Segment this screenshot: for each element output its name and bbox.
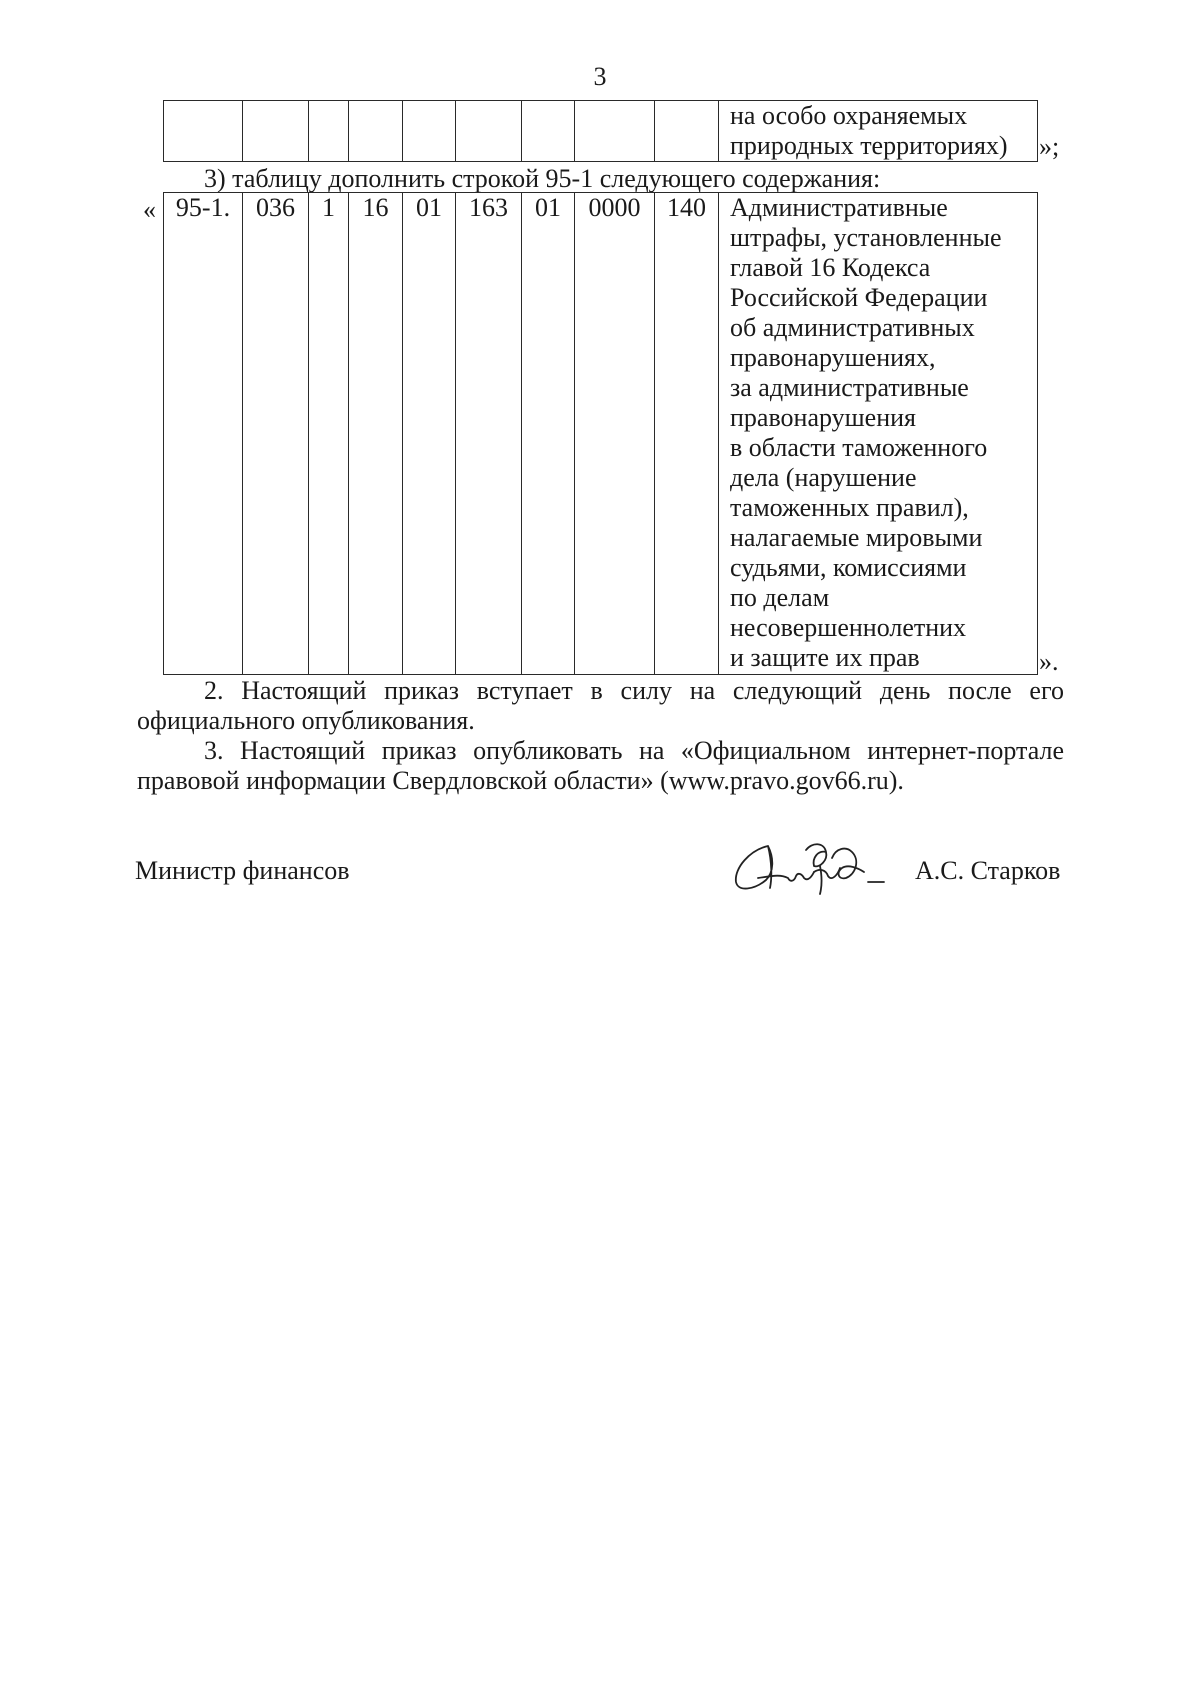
empty-cell [164, 101, 243, 162]
closing-quote-period: ». [1039, 647, 1059, 676]
new-table-row-95-1 [163, 192, 1038, 675]
handwritten-signature [728, 828, 888, 900]
admin-code-cell: 036 [243, 193, 309, 675]
empty-cell [456, 101, 522, 162]
article-code-cell: 01 [403, 193, 456, 675]
item-3-text: 3) таблицу дополнить строкой 95-1 следующего содержания: [204, 164, 881, 193]
page-number: 3 [593, 62, 607, 91]
row-number-cell: 95-1. [164, 193, 243, 675]
continued-description-cell: на особо охраняемых природных территориях) [719, 101, 1038, 162]
empty-cell [522, 101, 575, 162]
empty-cell [349, 101, 403, 162]
paragraph-3: 3. Настоящий приказ опубликовать на «Официальном интернет-портале правовой информации Свердловской области» (www.pravo.gov66.ru). [137, 736, 1064, 795]
empty-cell [575, 101, 655, 162]
position-title: Министр финансов [135, 856, 350, 885]
empty-cell [243, 101, 309, 162]
signer-name: А.С. Старков [915, 856, 1061, 885]
empty-cell [309, 101, 349, 162]
group-code-cell: 1 [309, 193, 349, 675]
continued-table-row [163, 100, 1038, 162]
closing-quote-semicolon: »; [1039, 132, 1060, 161]
element-code-cell: 01 [522, 193, 575, 675]
opening-quote: « [143, 195, 156, 224]
subgroup-code-cell: 16 [349, 193, 403, 675]
description-cell: Административные штрафы, установленные главой 16 Кодекса Российской Федерации об административных правонарушениях, за административные правонарушения в области таможенного дела (нарушение таможенных правил), налагаемые мировыми судьями, комиссиями по делам несовершеннолетних и защите их прав [719, 193, 1038, 675]
program-code-cell: 0000 [575, 193, 655, 675]
classification-code-cell: 140 [655, 193, 719, 675]
empty-cell [403, 101, 456, 162]
empty-cell [655, 101, 719, 162]
subarticle-code-cell: 163 [456, 193, 522, 675]
paragraph-2: 2. Настоящий приказ вступает в силу на следующий день после его официального опубликования. [137, 676, 1064, 735]
